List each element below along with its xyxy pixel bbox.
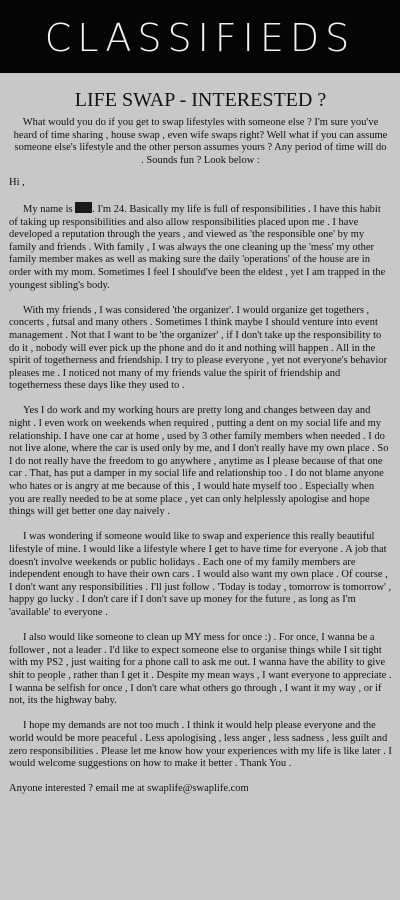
banner-title: CLASSIFIEDS — [44, 15, 356, 60]
ad-paragraph-2: With my friends , I was considered 'the organizer'. I would organize get togethers , concerts , futsal and many others . Sometimes I think maybe I should venture into event management . Not that I want to be 'the organizer' , if I don't take up the responsibility to do it , nobody will ever pick up the phone and do it and nothing will happen . All in the spirit of togetherness and friendship. I try to please everyone , yet not everyone's behavior pleases me . I noticed not many of my friends value the spirit of friendship and togetherness these days like they used to . — [9, 304, 388, 392]
classifieds-banner — [0, 0, 400, 73]
ad-paragraph-4: I was wondering if someone would like to swap and experience this really beautiful lifestyle of mine. I would like a lifestyle where I get to have time for everyone . A job that doesn't involve weekends or public holidays . Each one of my family members are independent enough to have their own cars . I would also want my own place . Of course , I don't want any responsibilities . I'll just follow . 'Today is today , tomorrow is tomorrow' , happy go lucky . I don't care if I don't save up money for the future , as long as I'm 'available' to everyone . — [9, 531, 392, 618]
ad-paragraph-6: I hope my demands are not too much . I think it would help please everyone and the world would be more peaceful . Less apologising , less anger , less sadness , less guilt and zero responsibilities . Please let me know how your experiences with my life is like later . I would welcome suggestions on how to make it better . Thank You . — [9, 720, 392, 770]
ad-headline: LIFE SWAP - INTERESTED ? — [74, 89, 327, 111]
ad-content — [9, 88, 392, 796]
ad-greeting: Hi , — [9, 177, 25, 189]
ad-paragraph-3: Yes I do work and my working hours are pretty long and changes between day and night . I even work on weekends when required , putting a dent on my social life and my relationship. I have one car at home , used by 3 other family members when needed . I do not live alone, where the car is used only by me, and I don't really have my own place . So I do not really have the freedom to go anywhere , anytime as I please because of that one car . That, has put a damper in my social life and relationship too . I do not blame anyone who hates or is angry at me because of this , I would hate myself too . Especially when you are really needed to be at some place , yet can only helplessly apologise and hope things will get better one day naively . — [9, 405, 389, 518]
ad-paragraph-5: I also would like someone to clean up MY mess for once :) . For once, I wanna be a follower , not a leader . I'd like to expect someone else to organise things while I sit tight with my PS2 , just waiting for a phone call to ask me out. I wanna have the ability to give shit to people , rather than I get it . Despite my mean ways , I want everyone to appreciate . I wanna be selfish for once , I don't care what others go through , I want it my way , or if not, its the highway baby. — [9, 632, 392, 707]
redacted-name-block — [75, 202, 92, 213]
ad-intro: What would you do if you get to swap lifestyles with someone else ? I'm sure you've heard of time sharing , house swap , even wife swaps right? Well what if you can assume someone else's lifestyle and the other person assumes yours ? Any period of time will do . Sounds fun ? Look below : — [13, 117, 388, 166]
contact-line: Anyone interested ? email me at swaplife@swaplife.com — [9, 783, 249, 795]
p1-rest: . I'm 24. Basically my life is full of responsibilities . I have this habit of taking up responsibilities and also allow responsibilities placed upon me . I have developed a reputation through the years , and viewed as 'the responsible one' by my family and friends . With family , I was always the one cleaning up the 'mess' my other family member makes as well as making sure the daily 'operations' of the house are in order with my mom. Sometimes I feel I should've been the eldest , yet I am trapped in the youngest sibling's body. — [9, 203, 386, 291]
p1-lead: My name is — [23, 203, 73, 215]
ad-paragraph-1 — [9, 202, 392, 292]
